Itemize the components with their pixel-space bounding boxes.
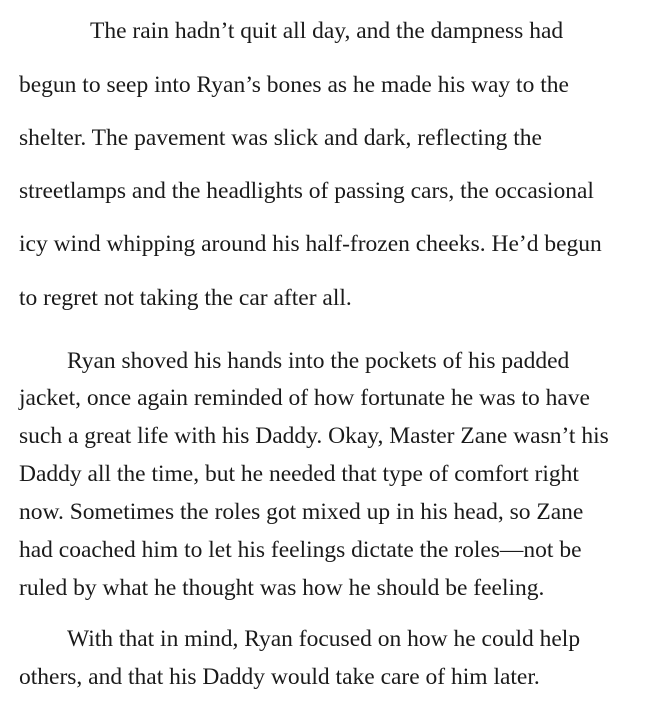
text-line: icy wind whipping around his half-frozen cheeks. He’d begun <box>19 231 602 257</box>
text-line: such a great life with his Daddy. Okay, Master Zane wasn’t his <box>19 423 609 449</box>
text-line: Ryan shoved his hands into the pockets of his padded <box>67 348 570 374</box>
text-line: ruled by what he thought was how he should be feeling. <box>19 575 545 601</box>
text-line: to regret not taking the car after all. <box>19 285 352 311</box>
text-line: shelter. The pavement was slick and dark, reflecting the <box>19 125 542 151</box>
text-line: Daddy all the time, but he needed that type of comfort right <box>19 461 579 487</box>
text-line: now. Sometimes the roles got mixed up in his head, so Zane <box>19 499 584 525</box>
text-line: streetlamps and the headlights of passing cars, the occasional <box>19 178 594 204</box>
text-line: others, and that his Daddy would take care of him later. <box>19 664 540 690</box>
text-line: jacket, once again reminded of how fortunate he was to have <box>19 385 590 411</box>
text-line: The rain hadn’t quit all day, and the dampness had <box>90 18 564 44</box>
text-line: begun to seep into Ryan’s bones as he made his way to the <box>19 72 569 98</box>
text-line: With that in mind, Ryan focused on how he could help <box>67 626 581 652</box>
text-line: had coached him to let his feelings dictate the roles—not be <box>19 537 582 563</box>
